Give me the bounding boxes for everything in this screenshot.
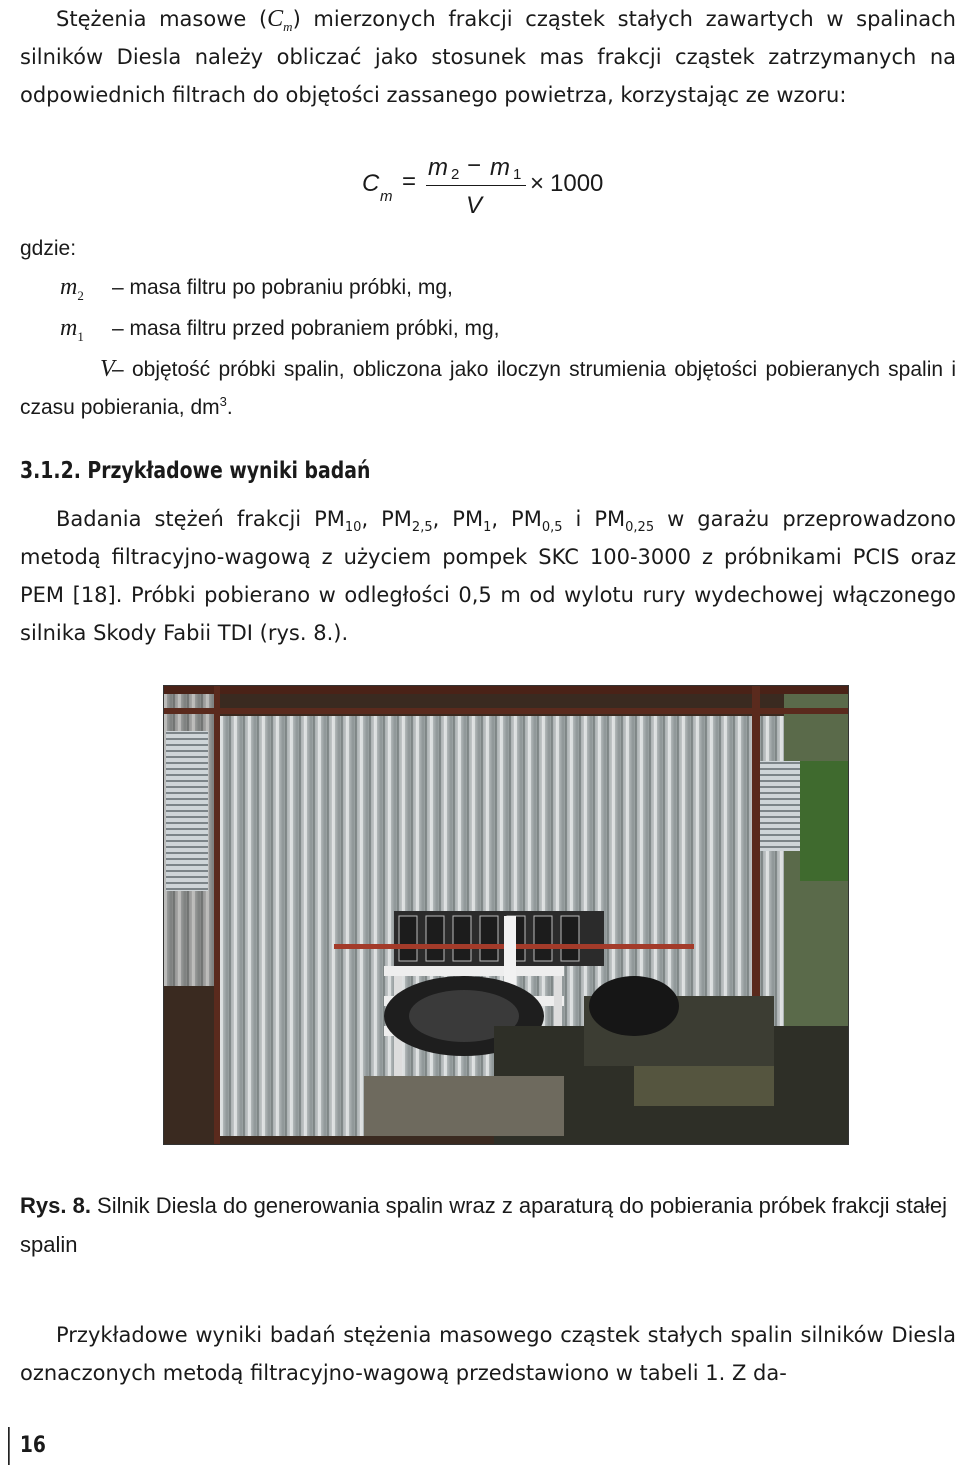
body-paragraph-2: Badania stężeń frakcji $PM_{10}$, $PM_{2,5}$, $PM_1$, $PM_{0,5}$ i $PM_{0,25}$ w garażu przeprowadzono metodą filtracyjno-wagową z użyciem pompek SKC 100-3000 z próbnikami PCIS oraz PEM [18]. Próbki pobierano w odległości 0,5 m od wylotu rury wydechowej włączonego silnika Skody Fabii TDI (rys. 8.). [20,507,956,645]
formula-equals: = [402,168,417,195]
def-symbol-sub: 1 [77,328,84,344]
def-symbol: m [60,274,78,300]
figure-photo [163,685,849,1145]
symbol-m-sub: m [283,19,293,35]
definition-v [20,350,956,427]
figure-caption [20,1186,956,1264]
def-symbol: V [100,356,115,382]
formula-num-m1-sub: 1 [513,166,522,183]
def-sup: 3 [219,394,227,409]
symbol-c: C [267,6,284,32]
definition-m1 [60,308,956,349]
def-symbol: m [60,315,78,341]
intro-text-1: Stężenia masowe ( [56,7,268,31]
def-text: – objętość próbki spalin, obliczona jako iloczyn strumienia objętości pobieranych spalin i czasu pobierania, dm [20,358,956,419]
where-label: gdzie: [20,237,77,260]
formula-factor: 1000 [550,170,604,197]
formula-lhs: C [362,170,380,197]
page-number: 16 [8,1427,64,1465]
fraction-bar [426,185,526,186]
formula-num-m1: m [490,154,510,181]
formula-minus: − [467,152,482,179]
formula-num-m2: m [428,154,448,181]
caption-label: Rys. 8. [20,1193,91,1218]
body-paragraph-3: Przykładowe wyniki badań stężenia masowego cząstek stałych spalin silników Diesla oznaczonych metodą filtracyjno-wagową przedstawiono w tabeli 1. Z da- [20,1323,956,1385]
def-symbol-sub: 2 [77,287,84,303]
garage-engine-photo [164,686,848,1144]
formula-denominator: V [466,192,483,219]
def-text: – masa filtru po pobraniu próbki, mg, [112,276,453,299]
formula-times: × [530,170,545,197]
intro-text-2: ) mierzonych frakcji cząstek stałych zawartych w spalinach silników Diesla należy obliczać jako stosunek mas frakcji cząstek zatrzymanych na odpowiednich filtrach do objętości zassanego powietrza, korzystając ze wzoru: [20,7,956,107]
definition-m2 [60,267,956,308]
section-heading: 3.1.2. Przykładowe wyniki badań [20,458,371,484]
intro-paragraph [20,0,956,114]
formula-lhs-sub: m [380,188,393,205]
caption-text: Silnik Diesla do generowania spalin wraz z aparaturą do pobierania próbek frakcji stałej spalin [20,1193,947,1257]
formula [362,152,632,232]
def-text: – masa filtru przed pobraniem próbki, mg, [112,317,500,340]
formula-num-m2-sub: 2 [451,166,460,183]
def-end: . [226,396,233,419]
